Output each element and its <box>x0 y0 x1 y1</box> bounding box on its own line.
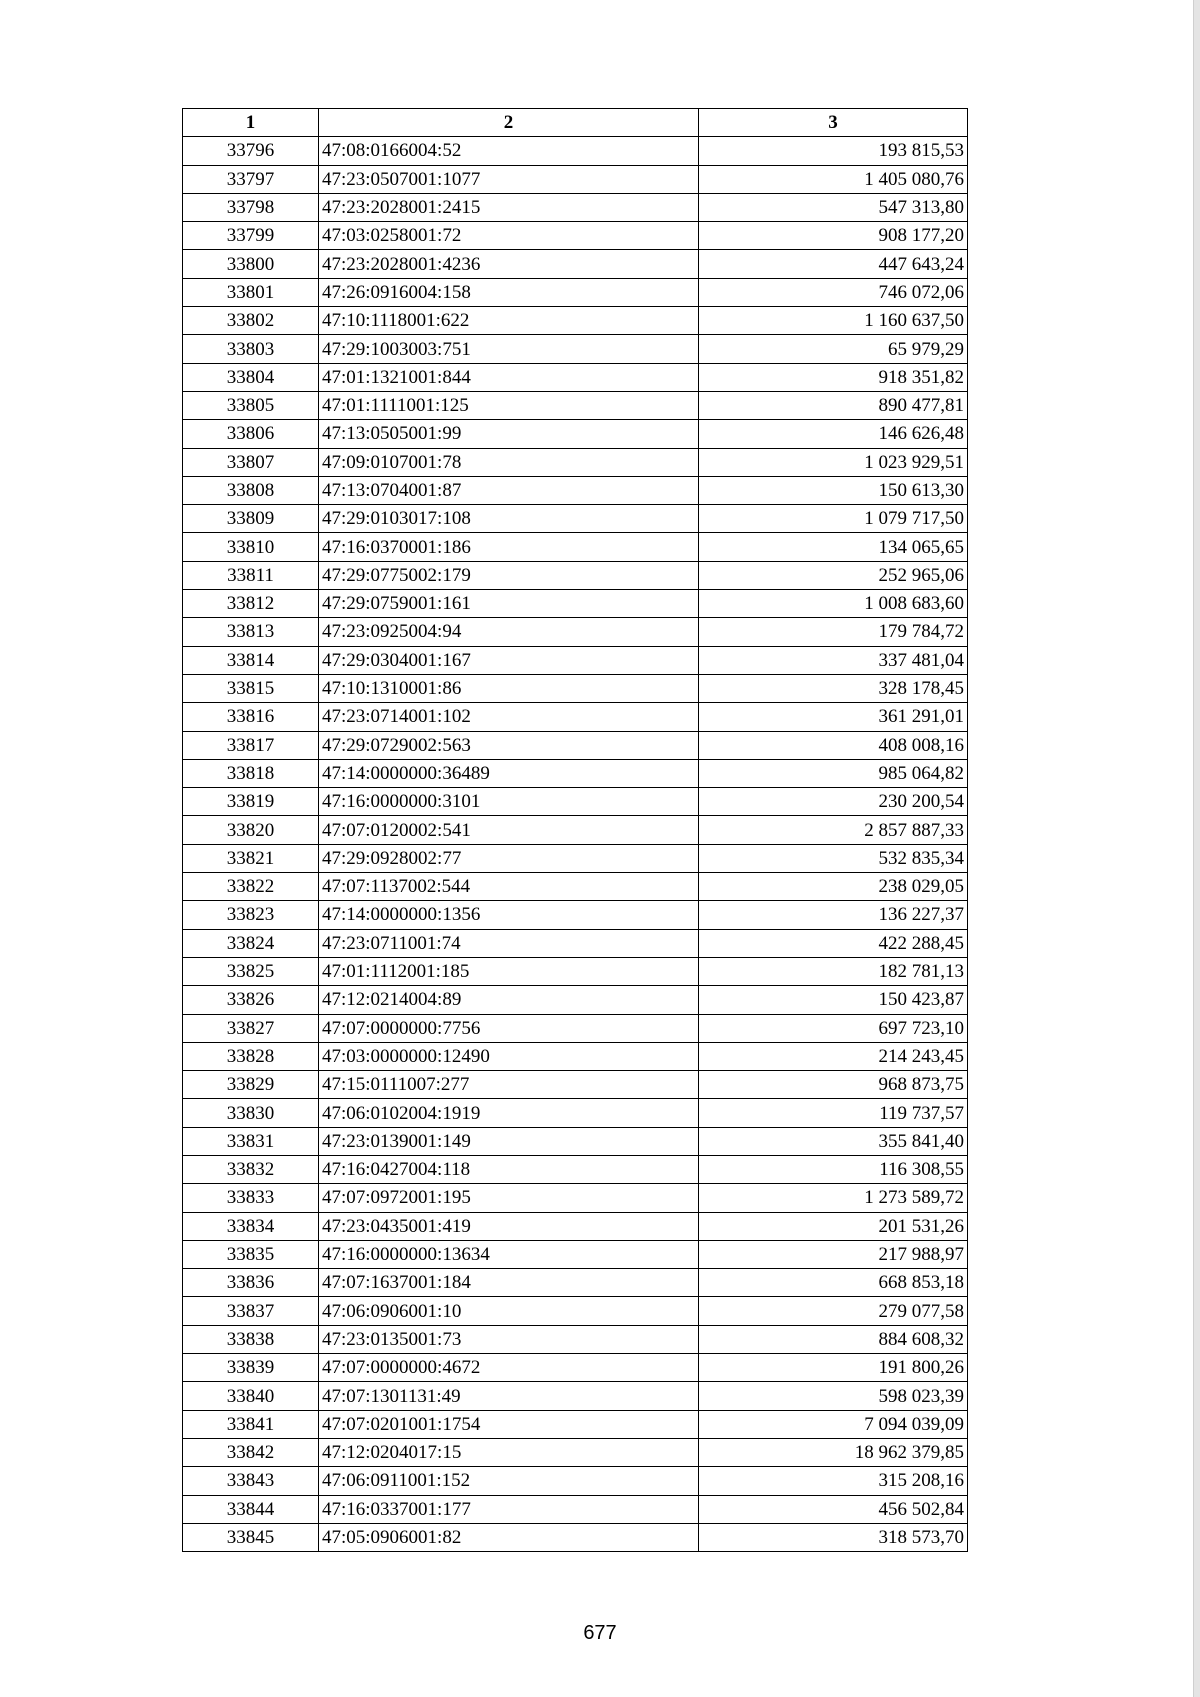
row-number-cell: 33831 <box>183 1127 319 1155</box>
cadastral-number-cell: 47:23:0435001:419 <box>319 1212 699 1240</box>
cadastral-value-cell: 456 502,84 <box>699 1495 968 1523</box>
cadastral-number-cell: 47:29:0928002:77 <box>319 844 699 872</box>
cadastral-number-cell: 47:03:0000000:12490 <box>319 1042 699 1070</box>
cadastral-number-cell: 47:07:0000000:7756 <box>319 1014 699 1042</box>
cadastral-value-cell: 918 351,82 <box>699 363 968 391</box>
row-number-cell: 33834 <box>183 1212 319 1240</box>
table-row <box>183 1297 968 1325</box>
cadastral-number-cell: 47:14:0000000:36489 <box>319 759 699 787</box>
cadastral-value-cell: 230 200,54 <box>699 788 968 816</box>
table-row <box>183 278 968 306</box>
cadastral-value-cell: 1 008 683,60 <box>699 590 968 618</box>
cadastral-number-cell: 47:29:0775002:179 <box>319 561 699 589</box>
table-row <box>183 1382 968 1410</box>
cadastral-value-cell: 598 023,39 <box>699 1382 968 1410</box>
row-number-cell: 33842 <box>183 1438 319 1466</box>
row-number-cell: 33833 <box>183 1184 319 1212</box>
cadastral-value-cell: 217 988,97 <box>699 1240 968 1268</box>
cadastral-number-cell: 47:16:0370001:186 <box>319 533 699 561</box>
cadastral-value-cell: 1 079 717,50 <box>699 505 968 533</box>
row-number-cell: 33822 <box>183 873 319 901</box>
row-number-cell: 33836 <box>183 1269 319 1297</box>
cadastral-number-cell: 47:03:0258001:72 <box>319 222 699 250</box>
page-edge <box>1193 0 1200 1697</box>
cadastral-number-cell: 47:29:0103017:108 <box>319 505 699 533</box>
table-row <box>183 1099 968 1127</box>
cadastral-number-cell: 47:23:0139001:149 <box>319 1127 699 1155</box>
cadastral-value-cell: 116 308,55 <box>699 1155 968 1183</box>
cadastral-value-cell: 422 288,45 <box>699 929 968 957</box>
cadastral-number-cell: 47:15:0111007:277 <box>319 1071 699 1099</box>
cadastral-value-cell: 968 873,75 <box>699 1071 968 1099</box>
cadastral-number-cell: 47:09:0107001:78 <box>319 448 699 476</box>
row-number-cell: 33801 <box>183 278 319 306</box>
row-number-cell: 33804 <box>183 363 319 391</box>
table-row <box>183 165 968 193</box>
row-number-cell: 33803 <box>183 335 319 363</box>
table-row <box>183 646 968 674</box>
row-number-cell: 33818 <box>183 759 319 787</box>
row-number-cell: 33796 <box>183 137 319 165</box>
table-row <box>183 674 968 702</box>
table-row <box>183 1071 968 1099</box>
table-row <box>183 929 968 957</box>
cadastral-value-cell: 238 029,05 <box>699 873 968 901</box>
table-row <box>183 448 968 476</box>
table-row <box>183 1212 968 1240</box>
table-row <box>183 363 968 391</box>
cadastral-number-cell: 47:14:0000000:1356 <box>319 901 699 929</box>
row-number-cell: 33826 <box>183 986 319 1014</box>
table-row <box>183 788 968 816</box>
column-header-2: 2 <box>319 109 699 137</box>
cadastral-number-cell: 47:07:0120002:541 <box>319 816 699 844</box>
cadastral-number-cell: 47:29:0304001:167 <box>319 646 699 674</box>
cadastral-value-cell: 547 313,80 <box>699 193 968 221</box>
table-row <box>183 1523 968 1551</box>
table-row <box>183 137 968 165</box>
cadastral-value-cell: 214 243,45 <box>699 1042 968 1070</box>
cadastral-value-cell: 150 613,30 <box>699 476 968 504</box>
row-number-cell: 33828 <box>183 1042 319 1070</box>
cadastral-number-cell: 47:07:0000000:4672 <box>319 1354 699 1382</box>
table-body <box>183 137 968 1552</box>
cadastral-number-cell: 47:12:0214004:89 <box>319 986 699 1014</box>
row-number-cell: 33810 <box>183 533 319 561</box>
cadastral-number-cell: 47:08:0166004:52 <box>319 137 699 165</box>
cadastral-value-cell: 1 405 080,76 <box>699 165 968 193</box>
row-number-cell: 33816 <box>183 703 319 731</box>
table-row <box>183 816 968 844</box>
table-row <box>183 590 968 618</box>
cadastral-number-cell: 47:12:0204017:15 <box>319 1438 699 1466</box>
row-number-cell: 33797 <box>183 165 319 193</box>
cadastral-value-cell: 532 835,34 <box>699 844 968 872</box>
cadastral-value-cell: 252 965,06 <box>699 561 968 589</box>
table-row <box>183 873 968 901</box>
cadastral-value-cell: 884 608,32 <box>699 1325 968 1353</box>
cadastral-value-cell: 65 979,29 <box>699 335 968 363</box>
table-row <box>183 844 968 872</box>
cadastral-value-cell: 1 160 637,50 <box>699 307 968 335</box>
row-number-cell: 33821 <box>183 844 319 872</box>
table-row <box>183 250 968 278</box>
cadastral-number-cell: 47:10:1118001:622 <box>319 307 699 335</box>
table-row <box>183 703 968 731</box>
table-row <box>183 222 968 250</box>
row-number-cell: 33817 <box>183 731 319 759</box>
table-row <box>183 618 968 646</box>
table-row <box>183 335 968 363</box>
cadastral-number-cell: 47:16:0000000:3101 <box>319 788 699 816</box>
table-row <box>183 1155 968 1183</box>
table-header-row <box>183 109 968 137</box>
cadastral-number-cell: 47:29:0759001:161 <box>319 590 699 618</box>
row-number-cell: 33838 <box>183 1325 319 1353</box>
cadastral-value-cell: 179 784,72 <box>699 618 968 646</box>
table-row <box>183 986 968 1014</box>
cadastral-number-cell: 47:13:0505001:99 <box>319 420 699 448</box>
cadastral-value-table <box>182 108 968 1552</box>
table-row <box>183 476 968 504</box>
cadastral-value-cell: 7 094 039,09 <box>699 1410 968 1438</box>
row-number-cell: 33830 <box>183 1099 319 1127</box>
table-row <box>183 391 968 419</box>
cadastral-number-cell: 47:23:2028001:4236 <box>319 250 699 278</box>
cadastral-value-cell: 150 423,87 <box>699 986 968 1014</box>
row-number-cell: 33832 <box>183 1155 319 1183</box>
table-row <box>183 533 968 561</box>
cadastral-number-cell: 47:23:0711001:74 <box>319 929 699 957</box>
row-number-cell: 33805 <box>183 391 319 419</box>
cadastral-number-cell: 47:23:2028001:2415 <box>319 193 699 221</box>
table-row <box>183 1184 968 1212</box>
cadastral-number-cell: 47:01:1112001:185 <box>319 957 699 985</box>
table-row <box>183 1354 968 1382</box>
cadastral-number-cell: 47:07:1637001:184 <box>319 1269 699 1297</box>
cadastral-number-cell: 47:06:0102004:1919 <box>319 1099 699 1127</box>
cadastral-value-cell: 201 531,26 <box>699 1212 968 1240</box>
table-row <box>183 1127 968 1155</box>
row-number-cell: 33812 <box>183 590 319 618</box>
row-number-cell: 33806 <box>183 420 319 448</box>
table-row <box>183 1467 968 1495</box>
cadastral-number-cell: 47:16:0337001:177 <box>319 1495 699 1523</box>
table-row <box>183 193 968 221</box>
row-number-cell: 33799 <box>183 222 319 250</box>
row-number-cell: 33845 <box>183 1523 319 1551</box>
table-row <box>183 1269 968 1297</box>
row-number-cell: 33814 <box>183 646 319 674</box>
cadastral-value-cell: 408 008,16 <box>699 731 968 759</box>
table-row <box>183 1042 968 1070</box>
cadastral-value-cell: 668 853,18 <box>699 1269 968 1297</box>
row-number-cell: 33823 <box>183 901 319 929</box>
row-number-cell: 33813 <box>183 618 319 646</box>
row-number-cell: 33837 <box>183 1297 319 1325</box>
cadastral-value-cell: 985 064,82 <box>699 759 968 787</box>
cadastral-value-cell: 146 626,48 <box>699 420 968 448</box>
cadastral-value-cell: 119 737,57 <box>699 1099 968 1127</box>
cadastral-number-cell: 47:10:1310001:86 <box>319 674 699 702</box>
row-number-cell: 33815 <box>183 674 319 702</box>
cadastral-number-cell: 47:23:0507001:1077 <box>319 165 699 193</box>
row-number-cell: 33844 <box>183 1495 319 1523</box>
table-row <box>183 1014 968 1042</box>
cadastral-number-cell: 47:06:0911001:152 <box>319 1467 699 1495</box>
cadastral-value-cell: 318 573,70 <box>699 1523 968 1551</box>
table-row <box>183 1438 968 1466</box>
cadastral-number-cell: 47:07:1301131:49 <box>319 1382 699 1410</box>
cadastral-number-cell: 47:13:0704001:87 <box>319 476 699 504</box>
row-number-cell: 33798 <box>183 193 319 221</box>
table-row <box>183 759 968 787</box>
row-number-cell: 33841 <box>183 1410 319 1438</box>
cadastral-value-cell: 337 481,04 <box>699 646 968 674</box>
cadastral-number-cell: 47:06:0906001:10 <box>319 1297 699 1325</box>
cadastral-number-cell: 47:01:1111001:125 <box>319 391 699 419</box>
cadastral-number-cell: 47:29:0729002:563 <box>319 731 699 759</box>
cadastral-number-cell: 47:07:1137002:544 <box>319 873 699 901</box>
column-header-1: 1 <box>183 109 319 137</box>
cadastral-number-cell: 47:23:0135001:73 <box>319 1325 699 1353</box>
cadastral-number-cell: 47:01:1321001:844 <box>319 363 699 391</box>
row-number-cell: 33839 <box>183 1354 319 1382</box>
cadastral-value-cell: 746 072,06 <box>699 278 968 306</box>
cadastral-value-cell: 182 781,13 <box>699 957 968 985</box>
table-row <box>183 420 968 448</box>
table-row <box>183 731 968 759</box>
cadastral-value-cell: 191 800,26 <box>699 1354 968 1382</box>
cadastral-value-cell: 361 291,01 <box>699 703 968 731</box>
row-number-cell: 33819 <box>183 788 319 816</box>
cadastral-value-cell: 890 477,81 <box>699 391 968 419</box>
cadastral-number-cell: 47:29:1003003:751 <box>319 335 699 363</box>
row-number-cell: 33843 <box>183 1467 319 1495</box>
row-number-cell: 33808 <box>183 476 319 504</box>
row-number-cell: 33825 <box>183 957 319 985</box>
row-number-cell: 33802 <box>183 307 319 335</box>
row-number-cell: 33811 <box>183 561 319 589</box>
cadastral-value-cell: 355 841,40 <box>699 1127 968 1155</box>
row-number-cell: 33829 <box>183 1071 319 1099</box>
cadastral-value-cell: 279 077,58 <box>699 1297 968 1325</box>
table-row <box>183 1495 968 1523</box>
cadastral-number-cell: 47:26:0916004:158 <box>319 278 699 306</box>
table-row <box>183 901 968 929</box>
row-number-cell: 33840 <box>183 1382 319 1410</box>
table-row <box>183 1325 968 1353</box>
cadastral-value-cell: 2 857 887,33 <box>699 816 968 844</box>
cadastral-value-cell: 1 023 929,51 <box>699 448 968 476</box>
cadastral-number-cell: 47:07:0201001:1754 <box>319 1410 699 1438</box>
cadastral-value-cell: 697 723,10 <box>699 1014 968 1042</box>
table-row <box>183 1240 968 1268</box>
table-row <box>183 561 968 589</box>
row-number-cell: 33800 <box>183 250 319 278</box>
row-number-cell: 33827 <box>183 1014 319 1042</box>
cadastral-value-cell: 134 065,65 <box>699 533 968 561</box>
table-row <box>183 505 968 533</box>
row-number-cell: 33820 <box>183 816 319 844</box>
page-number: 677 <box>583 1622 617 1644</box>
cadastral-value-cell: 18 962 379,85 <box>699 1438 968 1466</box>
cadastral-value-cell: 328 178,45 <box>699 674 968 702</box>
table-row <box>183 957 968 985</box>
cadastral-value-cell: 315 208,16 <box>699 1467 968 1495</box>
column-header-3: 3 <box>699 109 968 137</box>
row-number-cell: 33835 <box>183 1240 319 1268</box>
cadastral-number-cell: 47:05:0906001:82 <box>319 1523 699 1551</box>
cadastral-number-cell: 47:16:0427004:118 <box>319 1155 699 1183</box>
cadastral-number-cell: 47:23:0925004:94 <box>319 618 699 646</box>
table-row <box>183 1410 968 1438</box>
table-row <box>183 307 968 335</box>
cadastral-value-cell: 908 177,20 <box>699 222 968 250</box>
row-number-cell: 33807 <box>183 448 319 476</box>
row-number-cell: 33824 <box>183 929 319 957</box>
cadastral-value-cell: 1 273 589,72 <box>699 1184 968 1212</box>
cadastral-value-cell: 136 227,37 <box>699 901 968 929</box>
cadastral-number-cell: 47:07:0972001:195 <box>319 1184 699 1212</box>
cadastral-value-cell: 193 815,53 <box>699 137 968 165</box>
cadastral-number-cell: 47:23:0714001:102 <box>319 703 699 731</box>
cadastral-value-cell: 447 643,24 <box>699 250 968 278</box>
row-number-cell: 33809 <box>183 505 319 533</box>
cadastral-number-cell: 47:16:0000000:13634 <box>319 1240 699 1268</box>
